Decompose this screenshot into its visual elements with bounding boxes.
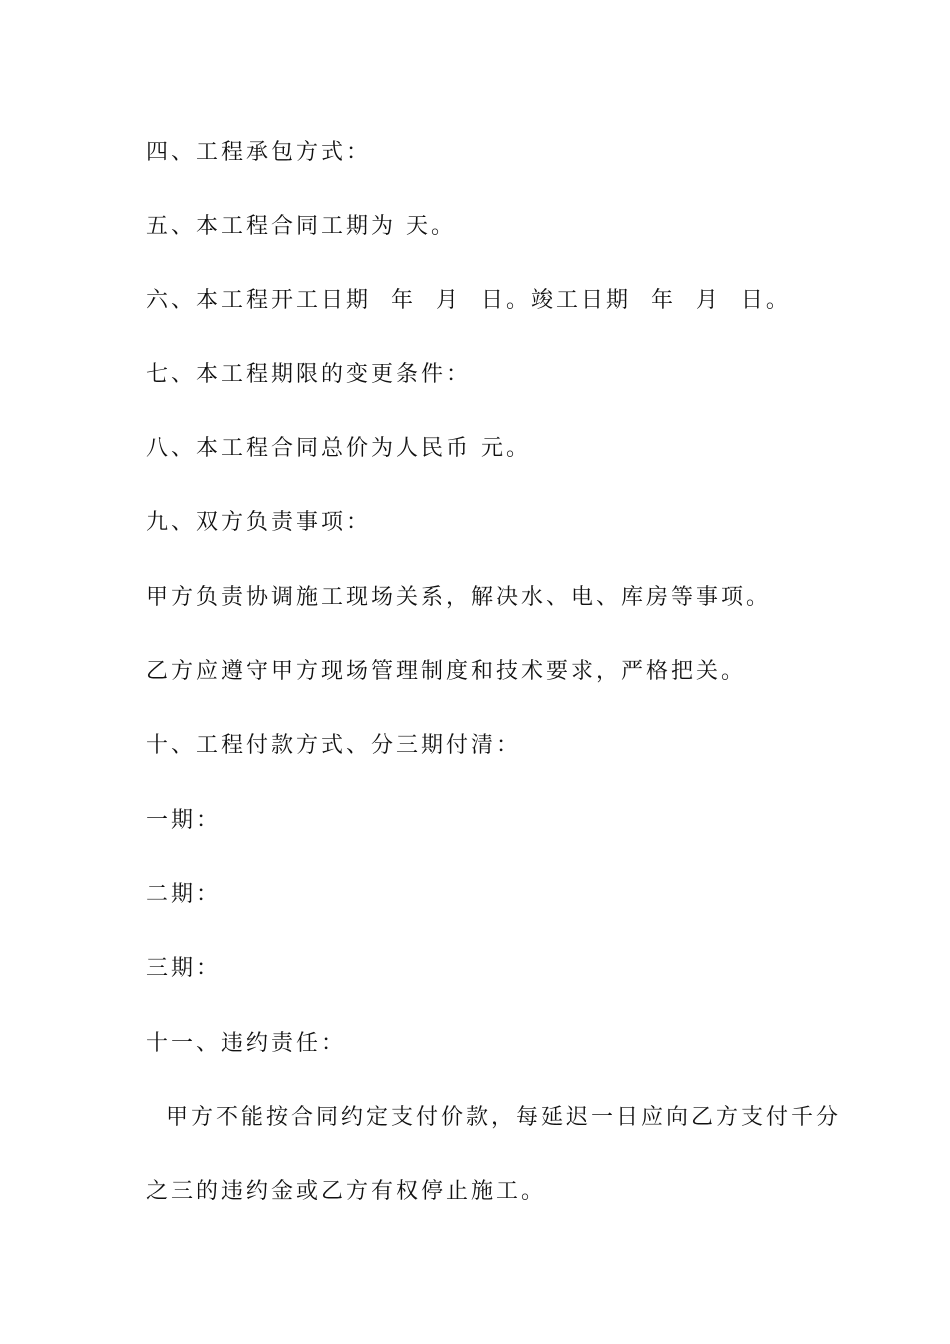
clause-5-contract-duration: 五、本工程合同工期为 天。	[146, 214, 456, 239]
payment-phase-1: 一期：	[146, 808, 222, 833]
clause-9-responsibilities-heading: 九、双方负责事项：	[146, 510, 372, 535]
clause-6-start-end-dates: 六、本工程开工日期 年 月 日。竣工日期 年 月 日。	[146, 288, 791, 313]
clause-11-breach-liability: 十一、违约责任：	[146, 1031, 347, 1056]
clause-8-total-price: 八、本工程合同总价为人民币 元。	[146, 436, 531, 461]
breach-paragraph-line-2: 之三的违约金或乙方有权停止施工。	[146, 1179, 547, 1204]
party-a-responsibility: 甲方负责协调施工现场关系，解决水、电、库房等事项。	[146, 585, 772, 610]
breach-paragraph-line-1: 甲方不能按合同约定支付价款，每延迟一日应向乙方支付千分	[146, 1105, 841, 1130]
clause-4-contracting-method: 四、工程承包方式：	[146, 140, 372, 165]
clause-7-period-change-conditions: 七、本工程期限的变更条件：	[146, 362, 472, 387]
party-b-responsibility: 乙方应遵守甲方现场管理制度和技术要求，严格把关。	[146, 659, 747, 684]
clause-10-payment-method: 十、工程付款方式、分三期付清：	[146, 733, 522, 758]
payment-phase-2: 二期：	[146, 882, 222, 907]
payment-phase-3: 三期：	[146, 956, 222, 981]
